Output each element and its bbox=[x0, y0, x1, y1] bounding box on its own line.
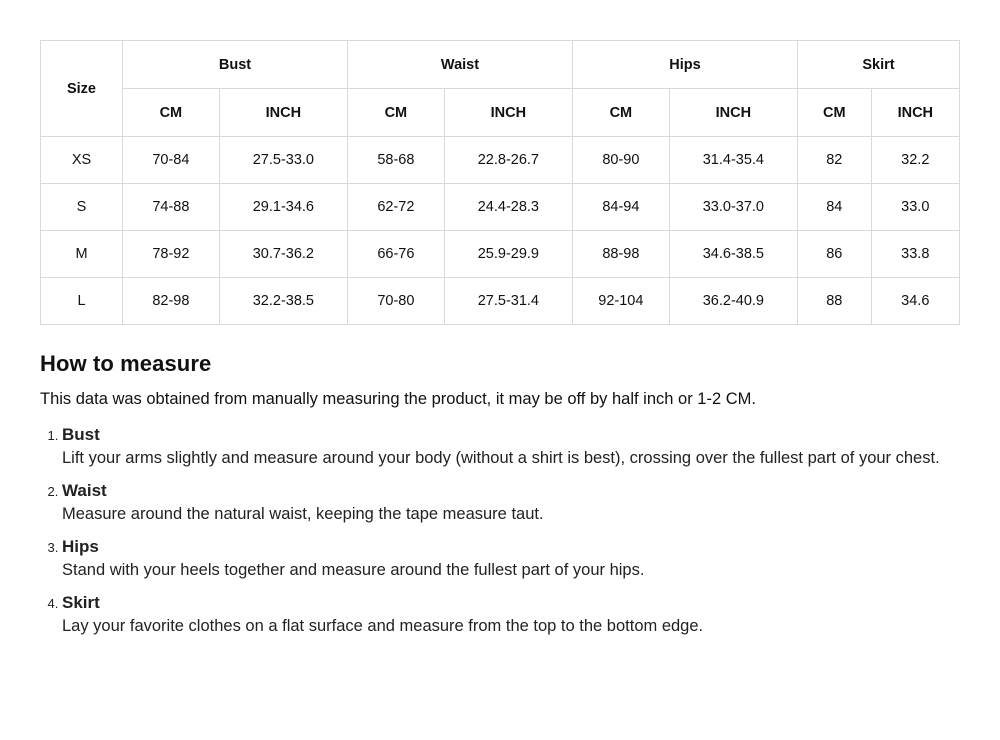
column-header-waist-inch: INCH bbox=[444, 89, 572, 137]
cell-hips-inch: 31.4-35.4 bbox=[669, 137, 797, 184]
cell-size: XS bbox=[41, 137, 123, 184]
step-title: 3. Hips bbox=[62, 537, 99, 557]
cell-hips-cm: 88-98 bbox=[573, 231, 670, 278]
table-row bbox=[41, 137, 960, 184]
column-group-waist: Waist bbox=[348, 41, 573, 89]
step-title: 4. Skirt bbox=[62, 593, 100, 613]
step-title: 2. Waist bbox=[62, 481, 107, 501]
cell-waist-inch: 27.5-31.4 bbox=[444, 278, 572, 325]
cell-bust-cm: 74-88 bbox=[123, 184, 220, 231]
cell-bust-inch: 32.2-38.5 bbox=[219, 278, 347, 325]
cell-skirt-inch: 33.8 bbox=[871, 231, 959, 278]
cell-skirt-inch: 32.2 bbox=[871, 137, 959, 184]
cell-bust-cm: 82-98 bbox=[123, 278, 220, 325]
step-body: Lay your favorite clothes on a flat surface and measure from the top to the bottom edge. bbox=[62, 616, 704, 635]
cell-size: L bbox=[41, 278, 123, 325]
table-header-row-groups bbox=[41, 41, 960, 89]
cell-bust-inch: 27.5-33.0 bbox=[219, 137, 347, 184]
cell-waist-inch: 22.8-26.7 bbox=[444, 137, 572, 184]
cell-hips-inch: 34.6-38.5 bbox=[669, 231, 797, 278]
cell-waist-inch: 24.4-28.3 bbox=[444, 184, 572, 231]
cell-skirt-inch: 33.0 bbox=[871, 184, 959, 231]
list-item bbox=[62, 424, 960, 469]
cell-hips-inch: 33.0-37.0 bbox=[669, 184, 797, 231]
cell-waist-cm: 66-76 bbox=[348, 231, 445, 278]
cell-waist-cm: 70-80 bbox=[348, 278, 445, 325]
cell-bust-cm: 78-92 bbox=[123, 231, 220, 278]
how-to-measure-section bbox=[40, 351, 960, 638]
column-header-size: Size bbox=[41, 41, 123, 137]
size-chart-table bbox=[40, 40, 960, 325]
measure-steps-list bbox=[40, 424, 960, 637]
table-row bbox=[41, 278, 960, 325]
cell-skirt-cm: 82 bbox=[798, 137, 872, 184]
column-header-waist-cm: CM bbox=[348, 89, 445, 137]
cell-skirt-cm: 86 bbox=[798, 231, 872, 278]
column-header-skirt-inch: INCH bbox=[871, 89, 959, 137]
list-item bbox=[62, 536, 960, 581]
cell-size: M bbox=[41, 231, 123, 278]
step-body: Measure around the natural waist, keeping the tape measure taut. bbox=[62, 504, 544, 523]
column-group-hips: Hips bbox=[573, 41, 798, 89]
cell-waist-cm: 62-72 bbox=[348, 184, 445, 231]
cell-hips-inch: 36.2-40.9 bbox=[669, 278, 797, 325]
cell-hips-cm: 92-104 bbox=[573, 278, 670, 325]
list-item bbox=[62, 480, 960, 525]
cell-skirt-inch: 34.6 bbox=[871, 278, 959, 325]
cell-bust-inch: 29.1-34.6 bbox=[219, 184, 347, 231]
cell-bust-cm: 70-84 bbox=[123, 137, 220, 184]
step-title: 1. Bust bbox=[62, 425, 100, 445]
cell-hips-cm: 80-90 bbox=[573, 137, 670, 184]
cell-bust-inch: 30.7-36.2 bbox=[219, 231, 347, 278]
column-group-bust: Bust bbox=[123, 41, 348, 89]
section-heading: How to measure bbox=[40, 351, 212, 376]
cell-hips-cm: 84-94 bbox=[573, 184, 670, 231]
column-header-bust-cm: CM bbox=[123, 89, 220, 137]
cell-skirt-cm: 88 bbox=[798, 278, 872, 325]
column-group-skirt: Skirt bbox=[798, 41, 960, 89]
step-body: Stand with your heels together and measure around the fullest part of your hips. bbox=[62, 560, 645, 579]
step-body: Lift your arms slightly and measure around your body (without a shirt is best), crossing over the fullest part of your chest. bbox=[62, 448, 940, 467]
table-header-row-units bbox=[41, 89, 960, 137]
column-header-hips-cm: CM bbox=[573, 89, 670, 137]
column-header-skirt-cm: CM bbox=[798, 89, 872, 137]
list-item bbox=[62, 592, 960, 637]
cell-waist-inch: 25.9-29.9 bbox=[444, 231, 572, 278]
column-header-bust-inch: INCH bbox=[219, 89, 347, 137]
cell-waist-cm: 58-68 bbox=[348, 137, 445, 184]
table-row bbox=[41, 184, 960, 231]
table-row bbox=[41, 231, 960, 278]
cell-size: S bbox=[41, 184, 123, 231]
column-header-hips-inch: INCH bbox=[669, 89, 797, 137]
cell-skirt-cm: 84 bbox=[798, 184, 872, 231]
section-intro-text: This data was obtained from manually measuring the product, it may be off by half inch or 1-2 CM. bbox=[40, 390, 756, 408]
